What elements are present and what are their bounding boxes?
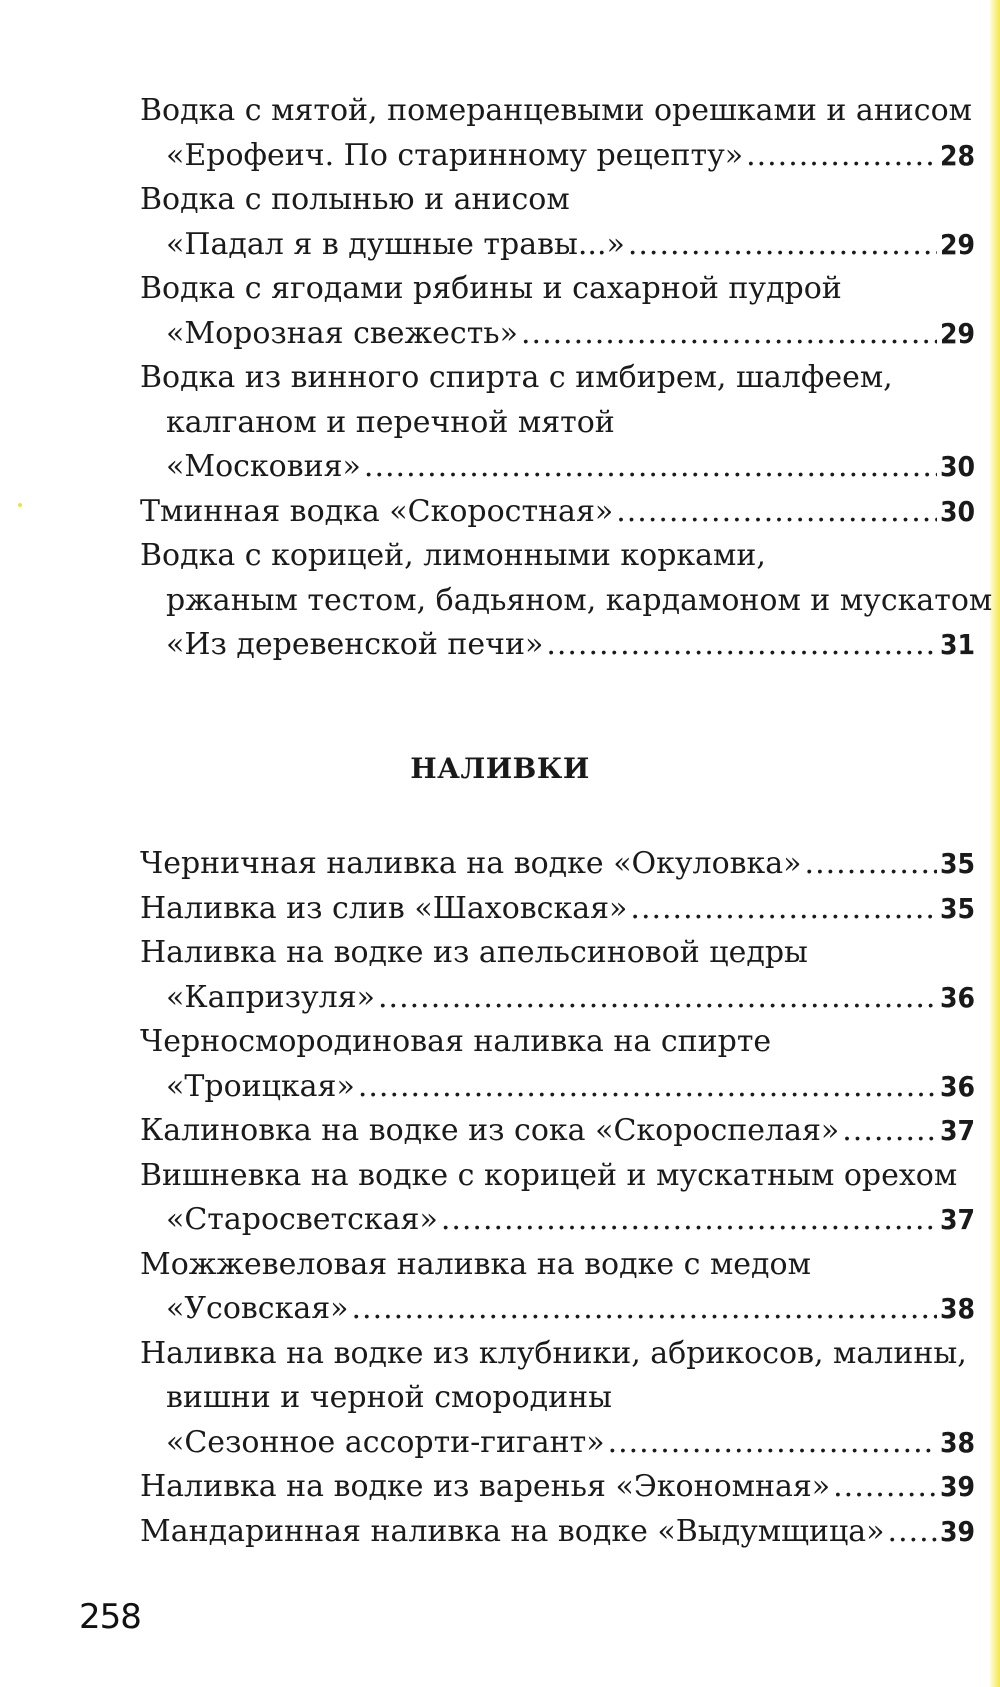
toc-entry-title: Черничная наливка на водке «Окуловка» [140,846,802,881]
toc-entry-title: «Морозная свежесть» [166,315,518,351]
toc-entry-title: «Ерофеич. По старинному рецепту» [166,137,744,173]
dot-leader [378,976,937,1021]
toc-entry-leader-line [140,312,975,357]
toc-entry-leader-line [140,1065,975,1110]
dot-leader [616,490,937,535]
toc-entry-title: Мандаринная наливка на водке «Выдумщица» [140,1513,885,1549]
dot-leader [608,1421,937,1466]
dot-leader [805,842,937,887]
toc-entry [140,1020,975,1109]
toc-entry-leader-line [140,976,975,1021]
toc-entry [140,534,993,668]
toc-entry-page: 31 [939,628,975,661]
toc-entry-title: «Старосветская» [166,1202,438,1237]
dot-leader [842,1109,937,1154]
toc-entry-page: 35 [939,891,975,925]
toc-entry-page: 28 [939,138,975,172]
toc-entry-title: «Капризуля» [166,979,376,1015]
dot-leader [746,134,937,179]
toc-entry-leader-line [140,445,975,490]
toc-entry [140,1510,975,1555]
toc-entry [140,1465,975,1510]
toc-section-vodka [140,89,993,668]
toc-entry-leader-line [140,887,975,932]
toc-entry-page: 29 [939,316,975,350]
toc-entry-title-line: Водка с ягодами рябины и сахарной пудрой [140,271,842,306]
dot-leader [358,1065,937,1110]
toc-entry-title: Наливка на водке из варенья «Экономная» [140,1469,831,1504]
toc-entry [140,1154,975,1243]
toc-entry-title: «Московия» [166,449,361,484]
toc-entry-leader-line [140,134,975,179]
toc-entry [140,1332,975,1466]
toc-entry-leader-line [140,1198,975,1243]
toc-entry [140,178,975,267]
toc-entry-title-line: Вишневка на водке с корицей и мускатным орехом [140,1157,958,1193]
toc-entry-page: 35 [939,847,975,880]
stray-mark [18,503,22,507]
toc-entry-title-line: Водка с полынью и анисом [140,182,570,217]
toc-entry-title: «Сезонное ассорти-гигант» [166,1424,605,1460]
section-heading: НАЛИВКИ [410,752,590,785]
toc-entry-leader-line [140,623,975,668]
toc-entry-title-line: Черносмородиновая наливка на спирте [140,1024,772,1059]
toc-entry [140,931,975,1020]
toc-entry-page: 37 [939,1203,975,1236]
toc-entry-page: 39 [939,1514,975,1548]
toc-entry-leader-line [140,1287,975,1332]
toc-entry-title: Наливка из слив «Шаховская» [140,890,628,926]
page-number: 258 [79,1597,141,1637]
page-edge-highlight [990,0,1000,1687]
dot-leader [546,623,937,668]
toc-entry-title-line: Водка с корицей, лимонными корками, [140,538,766,573]
toc-entry-title: Тминная водка «Скоростная» [140,493,614,529]
toc-entry-title: «Падал я в душные травы...» [166,226,625,262]
toc-entry-page: 29 [939,227,975,261]
toc-entry [140,490,975,535]
toc-entry-title-line: Наливка на водке из клубники, абрикосов, малины, [140,1335,967,1371]
dot-leader [628,223,937,268]
toc-entry-leader-line [140,1465,975,1510]
toc-entry-leader-line [140,223,975,268]
toc-entry-title-line: Можжевеловая наливка на водке с медом [140,1246,811,1282]
toc-entry [140,267,975,356]
toc-entry-title-line: Наливка на водке из апельсиновой цедры [140,935,808,970]
toc-entry-page: 39 [939,1470,975,1503]
toc-entry-page: 36 [939,980,975,1014]
toc-entry [140,1109,975,1154]
toc-entry-leader-line [140,1109,975,1154]
dot-leader [521,312,937,357]
dot-leader [630,887,937,932]
toc-entry-title: Калиновка на водке из сока «Скороспелая» [140,1113,840,1148]
dot-leader [833,1465,937,1510]
toc-entry-leader-line [140,1510,975,1555]
toc-entry [140,356,975,490]
toc-entry-leader-line [140,490,975,535]
dot-leader [441,1198,937,1243]
toc-entry [140,887,975,932]
toc-entry-title: «Троицкая» [166,1068,355,1104]
toc-entry-title-line: Водка с мятой, померанцевыми орешками и анисом [140,93,973,128]
toc-entry-leader-line [140,842,975,887]
dot-leader [888,1510,937,1555]
toc-entry-page: 38 [939,1292,975,1325]
toc-entry-page: 30 [939,494,975,528]
dot-leader [352,1287,937,1332]
toc-section-nalivki [140,842,975,1554]
toc-entry-title-line: вишни и черной смородины [166,1380,613,1415]
toc-entry-page: 37 [939,1114,975,1147]
toc-entry-page: 30 [939,450,975,483]
toc-entry-title-line: ржаным тестом, бадьяном, кардамоном и мускатом [166,582,993,618]
toc-entry [140,89,975,178]
dot-leader [364,445,937,490]
toc-entry-title-line: калганом и перечной мятой [166,404,615,440]
toc-entry-page: 38 [939,1425,975,1459]
toc-entry [140,842,975,887]
toc-entry-page: 36 [939,1069,975,1103]
toc-entry-title: «Из деревенской печи» [166,627,544,662]
toc-entry [140,1243,975,1332]
toc-entry-title: «Усовская» [166,1291,349,1326]
toc-entry-leader-line [140,1421,975,1466]
toc-entry-title-line: Водка из винного спирта с имбирем, шалфеем, [140,360,893,395]
